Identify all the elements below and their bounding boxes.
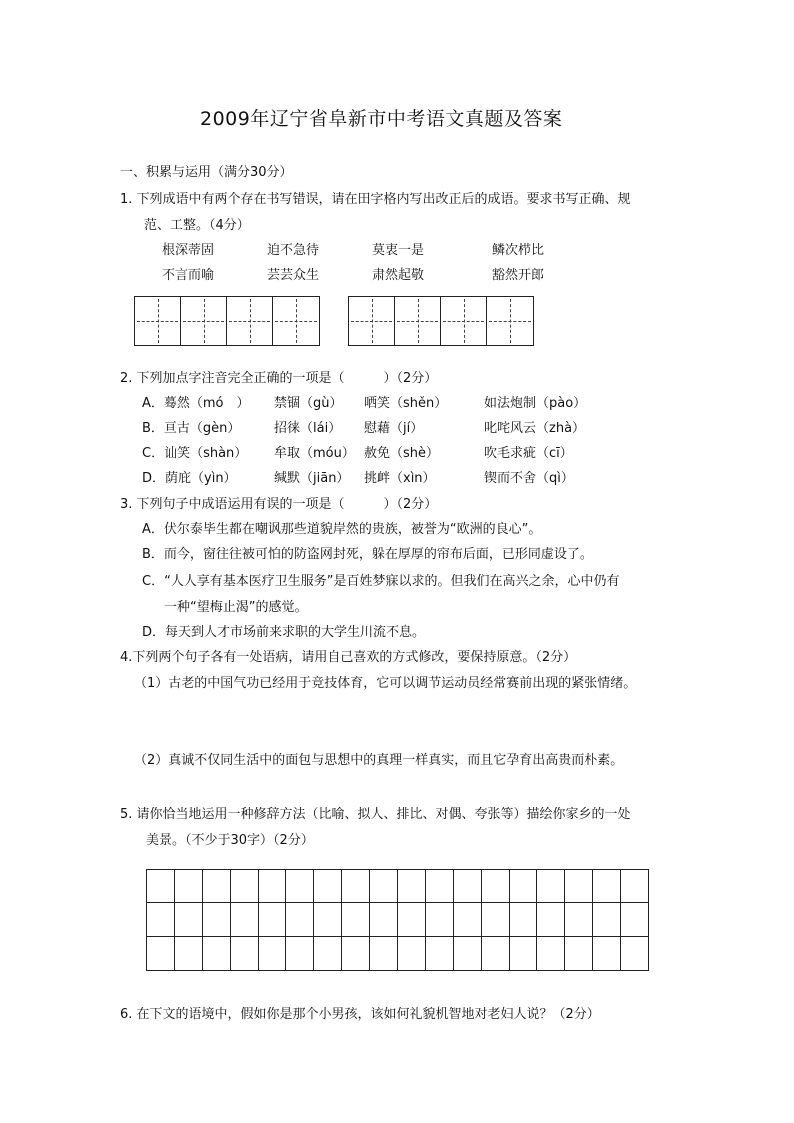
grid-square[interactable] bbox=[286, 937, 314, 970]
grid-square[interactable] bbox=[286, 870, 314, 902]
grid-square[interactable] bbox=[454, 870, 482, 902]
idiom-item: 肃然起敬 bbox=[372, 268, 425, 283]
grid-square[interactable] bbox=[537, 937, 565, 970]
question-1-line-1: 1. 下列成语中有两个存在书写错误，请在田字格内写出改正后的成语。要求书写正确、规 bbox=[120, 192, 631, 207]
grid-square[interactable] bbox=[593, 937, 621, 970]
grid-square[interactable] bbox=[621, 937, 648, 970]
option-b-item: 招徕（lái） bbox=[274, 421, 342, 436]
grid-square[interactable] bbox=[147, 870, 175, 902]
grid-square[interactable] bbox=[231, 870, 259, 902]
option-b-item: 慰藉（jí） bbox=[364, 421, 424, 436]
idiom-item: 迫不急待 bbox=[267, 243, 320, 258]
option-a-item: 如法炮制（pào） bbox=[484, 396, 587, 411]
grid-square[interactable] bbox=[454, 903, 482, 935]
page-title: 2009年辽宁省阜新市中考语文真题及答案 bbox=[200, 108, 563, 130]
grid-square[interactable] bbox=[398, 903, 426, 935]
grid-square[interactable] bbox=[426, 937, 454, 970]
grid-square[interactable] bbox=[314, 870, 342, 902]
grid-square[interactable] bbox=[510, 903, 538, 935]
grid-square[interactable] bbox=[537, 903, 565, 935]
grid-square[interactable] bbox=[203, 937, 231, 970]
grid-square[interactable] bbox=[510, 870, 538, 902]
grid-square[interactable] bbox=[147, 937, 175, 970]
option-c-item: C．讪笑（shàn） bbox=[142, 446, 248, 461]
tianzige-cell[interactable] bbox=[395, 297, 441, 345]
option-d-item: D．荫庇（yìn） bbox=[142, 471, 237, 486]
tianzige-cell[interactable] bbox=[181, 297, 227, 345]
option-b-item: B．亘古（gèn） bbox=[142, 421, 241, 436]
grid-row bbox=[147, 903, 648, 936]
option-b: B．而今，窗往往被可怕的防盗网封死，躲在厚厚的帘布后面，已形同虚设了。 bbox=[142, 547, 593, 562]
section-heading: 一、积累与运用（满分30分） bbox=[120, 165, 293, 180]
grid-square[interactable] bbox=[593, 870, 621, 902]
question-3-stem: 3. 下列句子中成语运用有误的一项是（ ）（2分） bbox=[120, 497, 438, 512]
idiom-item: 莫衷一是 bbox=[372, 243, 425, 258]
grid-square[interactable] bbox=[259, 937, 287, 970]
option-d-item: 缄默（jiān） bbox=[274, 471, 350, 486]
option-a-item: A．蓦然（mó ） bbox=[142, 396, 250, 411]
option-c-line-1: C．“人人享有基本医疗卫生服务”是百姓梦寐以求的。但我们在高兴之余，心中仍有 bbox=[142, 574, 620, 589]
grid-square[interactable] bbox=[537, 870, 565, 902]
grid-square[interactable] bbox=[342, 903, 370, 935]
grid-square[interactable] bbox=[259, 903, 287, 935]
tianzige-cell[interactable] bbox=[487, 297, 533, 345]
question-4-sentence-1: （1）古老的中国气功已经用于竞技体育，它可以调节运动员经常赛前出现的紧张情绪。 bbox=[134, 676, 637, 691]
grid-square[interactable] bbox=[147, 903, 175, 935]
question-2-stem: 2. 下列加点字注音完全正确的一项是（ ）（2分） bbox=[120, 371, 438, 386]
option-c-item: 牟取（móu） bbox=[274, 446, 355, 461]
grid-row bbox=[147, 870, 648, 903]
grid-square[interactable] bbox=[370, 870, 398, 902]
grid-row bbox=[147, 937, 648, 970]
grid-square[interactable] bbox=[454, 937, 482, 970]
grid-square[interactable] bbox=[370, 937, 398, 970]
grid-square[interactable] bbox=[175, 870, 203, 902]
grid-square[interactable] bbox=[565, 937, 593, 970]
option-c-item: 赦免（shè） bbox=[364, 446, 440, 461]
grid-square[interactable] bbox=[426, 903, 454, 935]
answer-writing-grid[interactable] bbox=[146, 869, 649, 971]
grid-square[interactable] bbox=[398, 937, 426, 970]
question-1-line-2: 范、工整。（4分） bbox=[144, 218, 250, 233]
tianzige-cell[interactable] bbox=[273, 297, 319, 345]
grid-square[interactable] bbox=[398, 870, 426, 902]
grid-square[interactable] bbox=[175, 903, 203, 935]
grid-square[interactable] bbox=[621, 903, 648, 935]
grid-square[interactable] bbox=[231, 903, 259, 935]
question-5-line-1: 5. 请你恰当地运用一种修辞方法（比喻、拟人、排比、对偶、夸张等）描绘你家乡的一处 bbox=[120, 807, 631, 822]
tianzige-cell[interactable] bbox=[441, 297, 487, 345]
tianzige-cell[interactable] bbox=[227, 297, 273, 345]
tianzige-grid-1[interactable] bbox=[134, 296, 320, 346]
grid-square[interactable] bbox=[370, 903, 398, 935]
grid-square[interactable] bbox=[342, 870, 370, 902]
option-c-item: 吹毛求疵（cī） bbox=[484, 446, 573, 461]
grid-square[interactable] bbox=[259, 870, 287, 902]
grid-square[interactable] bbox=[593, 903, 621, 935]
tianzige-cell[interactable] bbox=[135, 297, 181, 345]
grid-square[interactable] bbox=[175, 937, 203, 970]
tianzige-cell[interactable] bbox=[349, 297, 395, 345]
grid-square[interactable] bbox=[286, 903, 314, 935]
grid-square[interactable] bbox=[203, 870, 231, 902]
grid-square[interactable] bbox=[314, 937, 342, 970]
grid-square[interactable] bbox=[314, 903, 342, 935]
idiom-item: 豁然开郎 bbox=[492, 268, 545, 283]
option-d: D．每天到人才市场前来求职的大学生川流不息。 bbox=[142, 625, 426, 640]
grid-square[interactable] bbox=[565, 903, 593, 935]
grid-square[interactable] bbox=[203, 903, 231, 935]
grid-square[interactable] bbox=[621, 870, 648, 902]
tianzige-grid-2[interactable] bbox=[348, 296, 534, 346]
question-5-line-2: 美景。（不少于30字）（2分） bbox=[146, 833, 314, 848]
grid-square[interactable] bbox=[482, 937, 510, 970]
grid-square[interactable] bbox=[482, 870, 510, 902]
option-c-line-2: 一种“望梅止渴”的感觉。 bbox=[164, 600, 308, 615]
grid-square[interactable] bbox=[426, 870, 454, 902]
idiom-item: 不言而喻 bbox=[162, 268, 215, 283]
grid-square[interactable] bbox=[231, 937, 259, 970]
grid-square[interactable] bbox=[565, 870, 593, 902]
option-d-item: 挑衅（xìn） bbox=[364, 471, 436, 486]
idiom-item: 根深蒂固 bbox=[162, 243, 215, 258]
question-6-stem: 6. 在下文的语境中，假如你是那个小男孩，该如何礼貌机智地对老妇人说？（2分） bbox=[120, 1007, 600, 1022]
option-a-item: 哂笑（shěn） bbox=[364, 396, 448, 411]
option-b-item: 叱咤风云（zhà） bbox=[484, 421, 586, 436]
idiom-item: 芸芸众生 bbox=[267, 268, 320, 283]
idiom-item: 鳞次栉比 bbox=[492, 243, 545, 258]
question-4-sentence-2: （2）真诚不仅同生活中的面包与思想中的真理一样真实，而且它孕育出高贵而朴素。 bbox=[134, 753, 624, 768]
grid-square[interactable] bbox=[510, 937, 538, 970]
option-a-item: 禁锢（gù） bbox=[274, 396, 343, 411]
option-d-item: 锲而不舍（qì） bbox=[484, 471, 574, 486]
grid-square[interactable] bbox=[482, 903, 510, 935]
grid-square[interactable] bbox=[342, 937, 370, 970]
option-a: A．伏尔泰毕生都在嘲讽那些道貌岸然的贵族，被誉为“欧洲的良心”。 bbox=[142, 522, 542, 537]
question-4-stem: 4.下列两个句子各有一处语病，请用自己喜欢的方式修改，要保持原意。（2分） bbox=[120, 650, 577, 665]
